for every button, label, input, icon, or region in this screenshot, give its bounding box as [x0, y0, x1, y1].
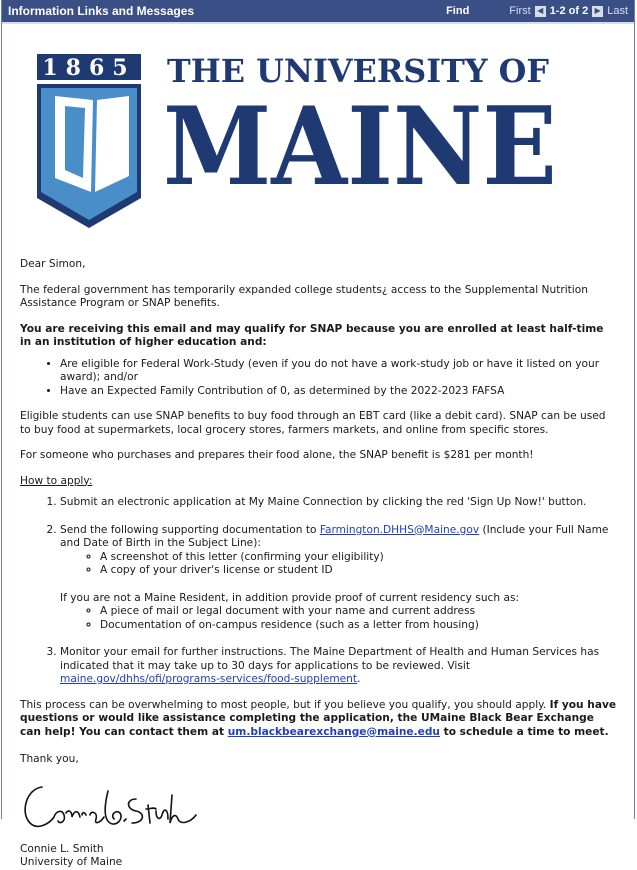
- step-2-text-after: (Include your Full Name and Date of Birth in the Subject Line):: [60, 523, 609, 549]
- list-item: ◦ A copy of your driver's license or student ID: [100, 564, 618, 578]
- benefit-paragraph: For someone who purchases and prepares their food alone, the SNAP benefit is $281 per month!: [20, 449, 534, 461]
- logo-line1: THE UNIVERSITY OF: [167, 52, 550, 90]
- signer-name: Connie L. Smith: [20, 842, 104, 855]
- signer-org: University of Maine: [20, 856, 123, 868]
- panel-header: [2, 0, 634, 24]
- residency-list: [60, 605, 618, 632]
- logo-year: 1865: [42, 55, 136, 81]
- how-to-apply-heading: How to apply:: [20, 474, 93, 487]
- ebt-paragraph: Eligible students can use SNAP benefits to buy food through an EBT card (like a debit card). SNAP can be used to buy food at supermarkets, local grocery stores, farmers markets, and online from specific stores.: [20, 410, 606, 436]
- signature-image: [20, 779, 220, 835]
- dhhs-email-link[interactable]: Farmington.DHHS@Maine.gov: [319, 523, 480, 536]
- step-3-text: Monitor your email for further instructions. The Maine Department of Health and Human Services has indicated that it may take up to 30 days for applications to be reviewed. Visit: [60, 646, 600, 672]
- message-panel: [1, 0, 635, 868]
- logo-page-stripe: [65, 106, 85, 178]
- pager-controls: [446, 5, 628, 17]
- pager-count: 1-2 of 2: [549, 5, 589, 17]
- step-3: [60, 646, 618, 687]
- logo-line2: MAINE: [163, 84, 557, 210]
- closing-text: This process can be overwhelming to most people, but if you believe you qualify, you should apply.: [20, 698, 550, 711]
- last-link[interactable]: Last: [607, 5, 628, 17]
- list-item: ◦ Documentation of on-campus residence (such as a letter from housing): [100, 619, 618, 633]
- step-3-end: .: [357, 673, 361, 685]
- closing-bold-end: to schedule a time to meet.: [439, 725, 609, 738]
- list-item: • Are eligible for Federal Work-Study (even if you do not have a work-study job or have it listed on your award); and/or: [60, 358, 618, 385]
- step-2: [60, 524, 618, 633]
- bbe-email-link[interactable]: um.blackbearexchange@maine.edu: [227, 725, 440, 738]
- signature: [20, 779, 618, 835]
- next-icon[interactable]: ▶: [592, 6, 603, 17]
- previous-icon[interactable]: ◀: [535, 6, 546, 17]
- signature-stroke: [25, 787, 196, 826]
- intro-paragraph: The federal government has temporarily expanded college students¿ access to the Supplemental Nutrition Assistance Program or SNAP benefits.: [20, 283, 588, 309]
- find-link[interactable]: Find: [446, 5, 470, 17]
- logo-page-right: [95, 96, 129, 192]
- list-item: ◦ A piece of mail or legal document with your name and current address: [100, 605, 618, 619]
- closing-paragraph: [20, 699, 618, 740]
- thanks: Thank you,: [20, 753, 79, 765]
- step-2-text-before: Send the following supporting documentation to: [60, 523, 320, 536]
- closing-bold-text: If you have questions or would like assistance completing the application, the UMaine Black Bear Exchange can help! You can contact them at: [20, 698, 617, 738]
- qualify-heading: You are receiving this email and may qualify for SNAP because you are enrolled at least half-time in an institution of higher education and:: [20, 322, 604, 348]
- first-link[interactable]: First: [509, 5, 531, 17]
- greeting: Dear Simon,: [20, 258, 86, 270]
- panel-title: Information Links and Messages: [8, 4, 195, 18]
- university-logo-graphic: [37, 52, 562, 230]
- criteria-list: [20, 358, 618, 399]
- step-1: [60, 496, 618, 510]
- step-1-text: Submit an electronic application at My Maine Connection by clicking the red 'Sign Up Now!' button.: [60, 496, 587, 508]
- list-item: ◦ A screenshot of this letter (confirming your eligibility): [100, 551, 618, 565]
- steps-list: [20, 496, 618, 687]
- food-supplement-link[interactable]: maine.gov/dhhs/ofi/programs-services/food-supplement: [60, 673, 358, 685]
- email-body: [2, 52, 634, 870]
- documents-list: [60, 551, 618, 578]
- list-item: • Have an Expected Family Contribution of 0, as determined by the 2022-2023 FAFSA: [60, 385, 618, 399]
- resident-paragraph: If you are not a Maine Resident, in addition provide proof of current residency such as:: [60, 591, 520, 604]
- university-logo: [20, 52, 618, 230]
